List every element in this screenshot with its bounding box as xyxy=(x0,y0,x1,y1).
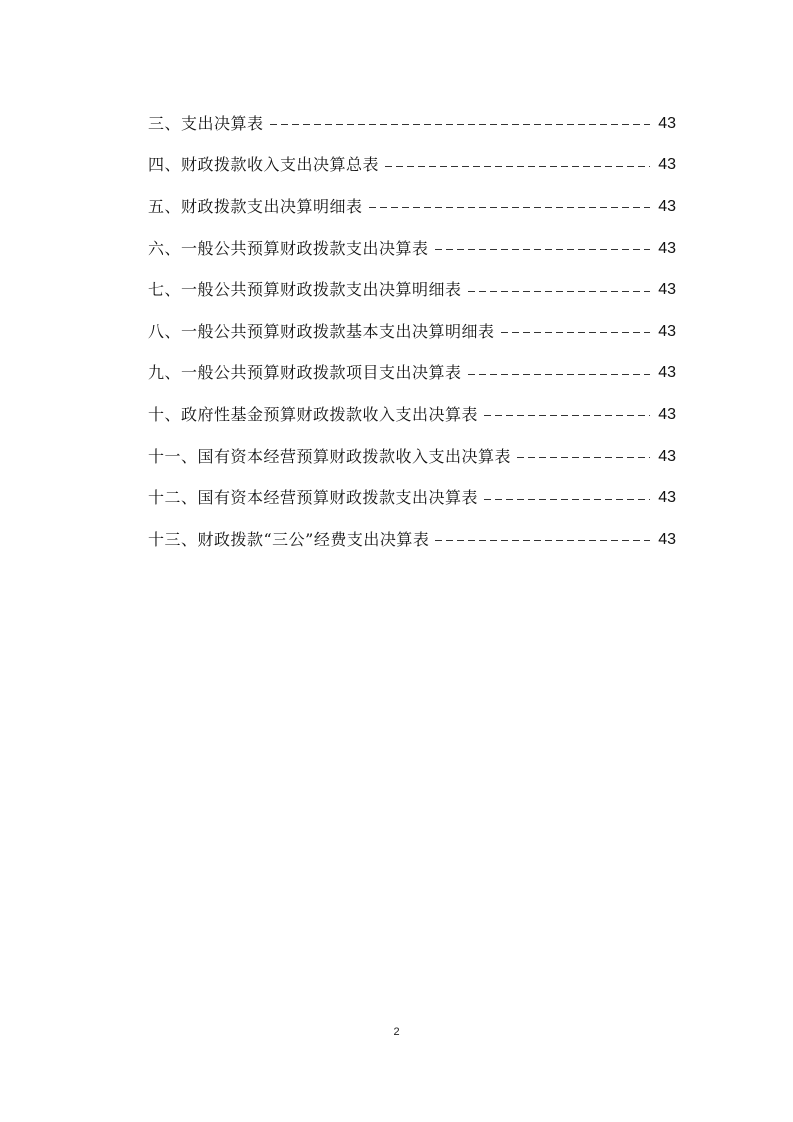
toc-entry-title: 七、一般公共预算财政拨款支出决算明细表 xyxy=(148,280,462,300)
toc-entry-page: 43 xyxy=(658,364,676,382)
toc-entry-page: 43 xyxy=(658,489,676,507)
toc-entry-title: 三、支出决算表 xyxy=(148,113,264,133)
toc-dot-leader xyxy=(369,207,650,208)
table-of-contents xyxy=(148,103,676,561)
toc-dot-leader xyxy=(468,374,650,375)
toc-dot-leader xyxy=(435,540,650,541)
toc-entry-title: 六、一般公共预算财政拨款支出决算表 xyxy=(148,238,429,258)
toc-entry-title: 十、政府性基金预算财政拨款收入支出决算表 xyxy=(148,404,479,424)
toc-entry-10[interactable] xyxy=(148,394,676,436)
toc-entry-title: 十一、国有资本经营预算财政拨款收入支出决算表 xyxy=(148,446,512,466)
toc-entry-8[interactable] xyxy=(148,311,676,353)
toc-entry-page: 43 xyxy=(658,447,676,465)
toc-dot-leader xyxy=(501,332,650,333)
toc-entry-page: 43 xyxy=(658,405,676,423)
toc-entry-page: 43 xyxy=(658,156,676,174)
toc-entry-title: 十二、国有资本经营预算财政拨款支出决算表 xyxy=(148,488,479,508)
toc-entry-7[interactable] xyxy=(148,269,676,311)
toc-dot-leader xyxy=(270,124,650,125)
page-number: 2 xyxy=(393,1026,400,1038)
toc-entry-title: 四、财政拨款收入支出决算总表 xyxy=(148,155,380,175)
toc-entry-title: 十三、财政拨款“三公”经费支出决算表 xyxy=(148,529,430,549)
toc-dot-leader xyxy=(484,415,650,416)
toc-entry-5[interactable] xyxy=(148,186,676,228)
toc-entry-page: 43 xyxy=(658,239,676,257)
toc-entry-page: 43 xyxy=(658,197,676,215)
toc-entry-13[interactable] xyxy=(148,519,676,561)
toc-entry-page: 43 xyxy=(658,322,676,340)
toc-dot-leader xyxy=(517,457,650,458)
toc-entry-page: 43 xyxy=(658,114,676,132)
toc-dot-leader xyxy=(385,166,650,167)
toc-dot-leader xyxy=(435,249,650,250)
toc-entry-9[interactable] xyxy=(148,353,676,395)
toc-entry-title: 九、一般公共预算财政拨款项目支出决算表 xyxy=(148,363,462,383)
toc-entry-4[interactable] xyxy=(148,145,676,187)
toc-entry-11[interactable] xyxy=(148,436,676,478)
toc-entry-page: 43 xyxy=(658,530,676,548)
toc-entry-3[interactable] xyxy=(148,103,676,145)
toc-dot-leader xyxy=(468,291,650,292)
toc-entry-12[interactable] xyxy=(148,477,676,519)
toc-dot-leader xyxy=(484,499,650,500)
toc-entry-page: 43 xyxy=(658,281,676,299)
toc-entry-title: 五、财政拨款支出决算明细表 xyxy=(148,196,363,216)
toc-entry-6[interactable] xyxy=(148,228,676,270)
toc-entry-title: 八、一般公共预算财政拨款基本支出决算明细表 xyxy=(148,321,495,341)
